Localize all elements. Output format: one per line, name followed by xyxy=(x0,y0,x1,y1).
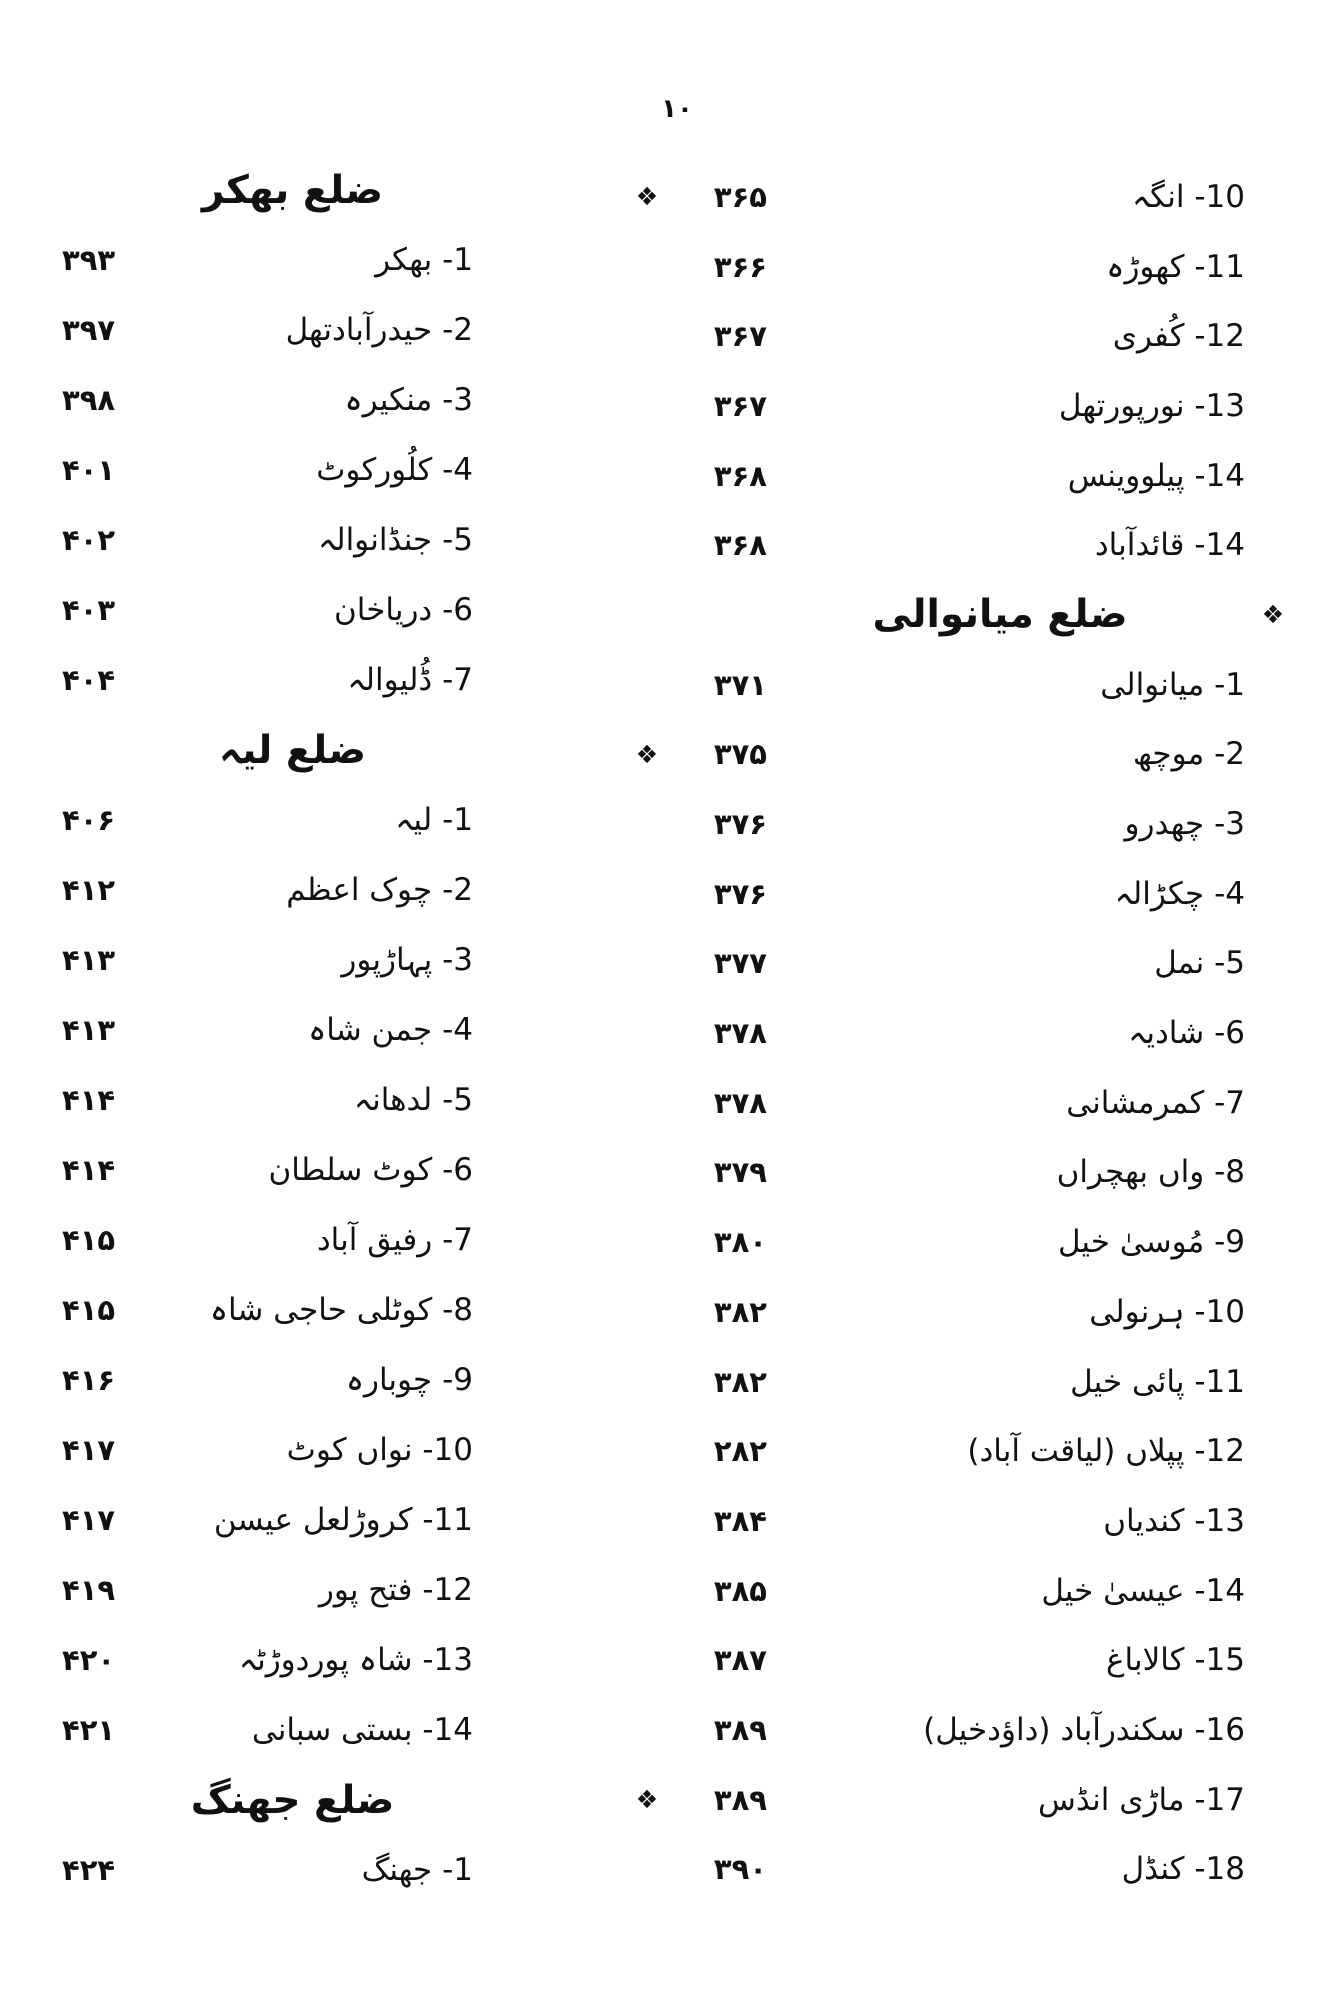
toc-entry-row xyxy=(705,441,1245,511)
entry-title: 8- واں بھچراں xyxy=(1056,1154,1245,1191)
entry-title: 12- کُفری xyxy=(1112,318,1245,355)
entry-title: 1- بھکر xyxy=(375,242,473,278)
toc-entry-row xyxy=(705,789,1245,859)
entry-title: 17- ماڑی انڈس xyxy=(1038,1781,1245,1818)
entry-page-number: ۴۱۵ xyxy=(62,1293,116,1327)
entry-page-number: ۴۰۱ xyxy=(62,453,116,487)
entry-page-number: ۴۲۰ xyxy=(62,1643,116,1677)
entry-page-number: ۴۱۷ xyxy=(62,1433,116,1467)
entry-title: 8- کوٹلی حاجی شاہ xyxy=(209,1292,473,1328)
entry-title: 6- کوٹ سلطان xyxy=(268,1152,473,1188)
entry-title: 3- پہاڑپور xyxy=(341,942,473,978)
entry-page-number: ۳۶۸ xyxy=(713,528,767,563)
entry-title: 1- لیہ xyxy=(395,802,473,838)
entry-title: 11- کروڑلعل عیسن xyxy=(213,1502,473,1538)
entry-page-number: ۲۸۲ xyxy=(713,1434,767,1469)
entry-title: 4- چکڑالہ xyxy=(1114,875,1245,912)
entry-page-number: ۳۷۵ xyxy=(713,737,767,772)
toc-entry-row xyxy=(62,295,473,365)
diamond-ornament-icon: ❖ xyxy=(635,182,659,212)
toc-entry-row xyxy=(62,1065,473,1135)
entry-page-number: ۳۷۸ xyxy=(713,1085,767,1120)
district-header-title: ضلع جھنگ xyxy=(190,1777,395,1823)
entry-title: 10- انگہ xyxy=(1131,178,1245,215)
toc-entry-row xyxy=(62,1415,473,1485)
toc-entry-row xyxy=(705,371,1245,441)
toc-column-right xyxy=(635,162,1285,1904)
entry-title: 6- شادیہ xyxy=(1128,1015,1245,1052)
entry-title: 11- کھوڑہ xyxy=(1106,248,1245,285)
entry-page-number: ۳۸۵ xyxy=(713,1573,767,1608)
entry-title: 13- کندیاں xyxy=(1103,1502,1245,1539)
entry-page-number: ۴۱۵ xyxy=(62,1223,116,1257)
toc-entry-row xyxy=(705,1207,1245,1277)
entry-page-number: ۳۶۷ xyxy=(713,388,767,423)
entry-title: 16- سکندرآباد (داؤدخیل) xyxy=(923,1711,1245,1748)
entry-page-number: ۳۸۹ xyxy=(713,1782,767,1817)
toc-entry-row xyxy=(705,1625,1245,1695)
toc-entry-row xyxy=(705,1486,1245,1556)
entry-title: 14- قائدآباد xyxy=(1094,527,1245,564)
entry-title: 3- منکیرہ xyxy=(344,382,473,418)
entry-page-number: ۴۱۲ xyxy=(62,873,116,907)
entry-title: 7- کمرمشانی xyxy=(1066,1084,1245,1121)
toc-entry-row xyxy=(705,1695,1245,1765)
toc-entry-row xyxy=(62,1345,473,1415)
entry-title: 9- مُوسیٰ خیل xyxy=(1057,1224,1245,1261)
toc-entry-row xyxy=(705,232,1245,302)
diamond-ornament-icon: ❖ xyxy=(635,1785,659,1815)
entry-page-number: ۳۷۱ xyxy=(713,667,767,702)
toc-entry-row xyxy=(705,1556,1245,1626)
entry-title: 14- عیسیٰ خیل xyxy=(1041,1572,1245,1609)
toc-entry-row xyxy=(62,1695,473,1765)
toc-entry-row xyxy=(62,365,473,435)
entry-page-number: ۴۱۶ xyxy=(62,1363,116,1397)
toc-entry-row xyxy=(705,1416,1245,1486)
toc-entry-row xyxy=(62,1625,473,1695)
entry-title: 4- جمن شاہ xyxy=(308,1012,473,1048)
diamond-ornament-icon: ❖ xyxy=(635,739,659,769)
entry-title: 18- کنڈل xyxy=(1121,1851,1245,1888)
entry-page-number: ۳۹۷ xyxy=(62,313,116,347)
entry-title: 1- جھنگ xyxy=(361,1852,473,1888)
toc-entry-row xyxy=(705,510,1245,580)
entry-title: 10- ہرنولی xyxy=(1089,1293,1245,1330)
entry-page-number: ۴۱۴ xyxy=(62,1153,116,1187)
entry-page-number: ۳۷۸ xyxy=(713,1016,767,1051)
entry-page-number: ۴۰۴ xyxy=(62,663,116,697)
entry-page-number: ۳۸۰ xyxy=(713,1225,767,1260)
entry-page-number: ۴۲۴ xyxy=(62,1853,116,1887)
entry-page-number: ۳۸۴ xyxy=(713,1503,767,1538)
toc-entry-row xyxy=(62,925,473,995)
toc-entry-row xyxy=(62,995,473,1065)
entry-title: 5- جنڈانوالہ xyxy=(317,522,473,558)
entry-page-number: ۴۲۱ xyxy=(62,1713,116,1747)
district-header-row xyxy=(62,155,473,225)
entry-title: 6- دریاخان xyxy=(334,592,473,628)
toc-entry-row xyxy=(635,720,1245,790)
district-header-row xyxy=(62,715,473,785)
toc-entry-row xyxy=(62,225,473,295)
entry-page-number: ۳۸۲ xyxy=(713,1294,767,1329)
district-header-row xyxy=(705,580,1285,650)
entry-page-number: ۴۰۳ xyxy=(62,593,116,627)
entry-title: 5- نمل xyxy=(1154,945,1245,982)
entry-page-number: ۴۱۳ xyxy=(62,1013,116,1047)
entry-title: 12- فتح پور xyxy=(318,1572,473,1608)
toc-entry-row xyxy=(705,1835,1245,1905)
entry-title: 5- لدھانہ xyxy=(353,1082,473,1118)
toc-entry-row xyxy=(705,1068,1245,1138)
entry-page-number: ۳۷۶ xyxy=(713,807,767,842)
entry-page-number: ۳۶۶ xyxy=(713,249,767,284)
entry-page-number: ۳۸۷ xyxy=(713,1643,767,1678)
entry-title: 4- کلُورکوٹ xyxy=(316,452,473,488)
page-number: ۱۰ xyxy=(661,94,693,124)
entry-page-number: ۴۱۳ xyxy=(62,943,116,977)
entry-title: 11- پائی خیل xyxy=(1070,1363,1245,1400)
entry-title: 2- موچھ xyxy=(1132,736,1245,773)
entry-page-number: ۳۷۶ xyxy=(713,876,767,911)
district-header-title: ضلع لیہ xyxy=(218,727,367,773)
entry-title: 15- کالاباغ xyxy=(1106,1642,1245,1679)
entry-page-number: ۴۰۲ xyxy=(62,523,116,557)
toc-entry-row xyxy=(705,301,1245,371)
toc-entry-row xyxy=(62,785,473,855)
entry-page-number: ۳۷۹ xyxy=(713,1155,767,1190)
entry-title: 2- حیدرآبادتھل xyxy=(285,312,473,348)
entry-page-number: ۳۹۳ xyxy=(62,243,116,277)
entry-page-number: ۳۸۲ xyxy=(713,1364,767,1399)
district-header-title: ضلع میانوالی xyxy=(872,592,1128,638)
district-header-title: ضلع بھکر xyxy=(201,167,384,213)
toc-entry-row xyxy=(62,1135,473,1205)
entry-title: 7- ڈُلیوالہ xyxy=(347,662,473,698)
entry-title: 1- میانوالی xyxy=(1100,666,1245,703)
toc-column-left xyxy=(62,155,473,1905)
entry-page-number: ۳۸۹ xyxy=(713,1712,767,1747)
diamond-ornament-icon: ❖ xyxy=(1261,600,1285,630)
toc-entry-row xyxy=(62,645,473,715)
entry-page-number: ۴۰۶ xyxy=(62,803,116,837)
toc-entry-row xyxy=(705,998,1245,1068)
entry-title: 7- رفیق آباد xyxy=(316,1222,473,1258)
entry-title: 3- چھدرو xyxy=(1124,806,1245,843)
toc-entry-row xyxy=(62,1205,473,1275)
toc-entry-row xyxy=(635,1765,1245,1835)
entry-title: 9- چوبارہ xyxy=(345,1362,473,1398)
toc-entry-row xyxy=(62,435,473,505)
toc-entry-row xyxy=(62,505,473,575)
toc-entry-row xyxy=(62,1555,473,1625)
toc-entry-row xyxy=(62,1485,473,1555)
entry-page-number: ۳۹۸ xyxy=(62,383,116,417)
entry-page-number: ۳۶۵ xyxy=(713,179,767,214)
entry-page-number: ۳۶۷ xyxy=(713,319,767,354)
entry-title: 13- شاہ پوردوڑٹہ xyxy=(238,1642,473,1678)
toc-entry-row xyxy=(705,1138,1245,1208)
entry-title: 14- پیلووینس xyxy=(1067,457,1245,494)
toc-entry-row xyxy=(705,929,1245,999)
entry-title: 12- پپلاں (لیاقت آباد) xyxy=(967,1433,1245,1470)
entry-page-number: ۴۱۷ xyxy=(62,1503,116,1537)
toc-entry-row xyxy=(635,162,1245,232)
toc-entry-row xyxy=(705,859,1245,929)
toc-entry-row xyxy=(705,650,1245,720)
entry-page-number: ۳۶۸ xyxy=(713,458,767,493)
entry-title: 14- بستی سبانی xyxy=(251,1712,473,1748)
entry-page-number: ۴۱۴ xyxy=(62,1083,116,1117)
toc-entry-row xyxy=(62,855,473,925)
entry-title: 13- نورپورتھل xyxy=(1058,387,1245,424)
entry-page-number: ۳۷۷ xyxy=(713,946,767,981)
toc-entry-row xyxy=(62,1275,473,1345)
entry-title: 2- چوک اعظم xyxy=(286,872,473,908)
entry-page-number: ۳۹۰ xyxy=(713,1852,767,1887)
entry-title: 10- نواں کوٹ xyxy=(286,1432,473,1468)
toc-entry-row xyxy=(705,1277,1245,1347)
toc-entry-row xyxy=(62,575,473,645)
district-header-row xyxy=(62,1765,473,1835)
toc-entry-row xyxy=(705,1347,1245,1417)
toc-entry-row xyxy=(62,1835,473,1905)
entry-page-number: ۴۱۹ xyxy=(62,1573,116,1607)
